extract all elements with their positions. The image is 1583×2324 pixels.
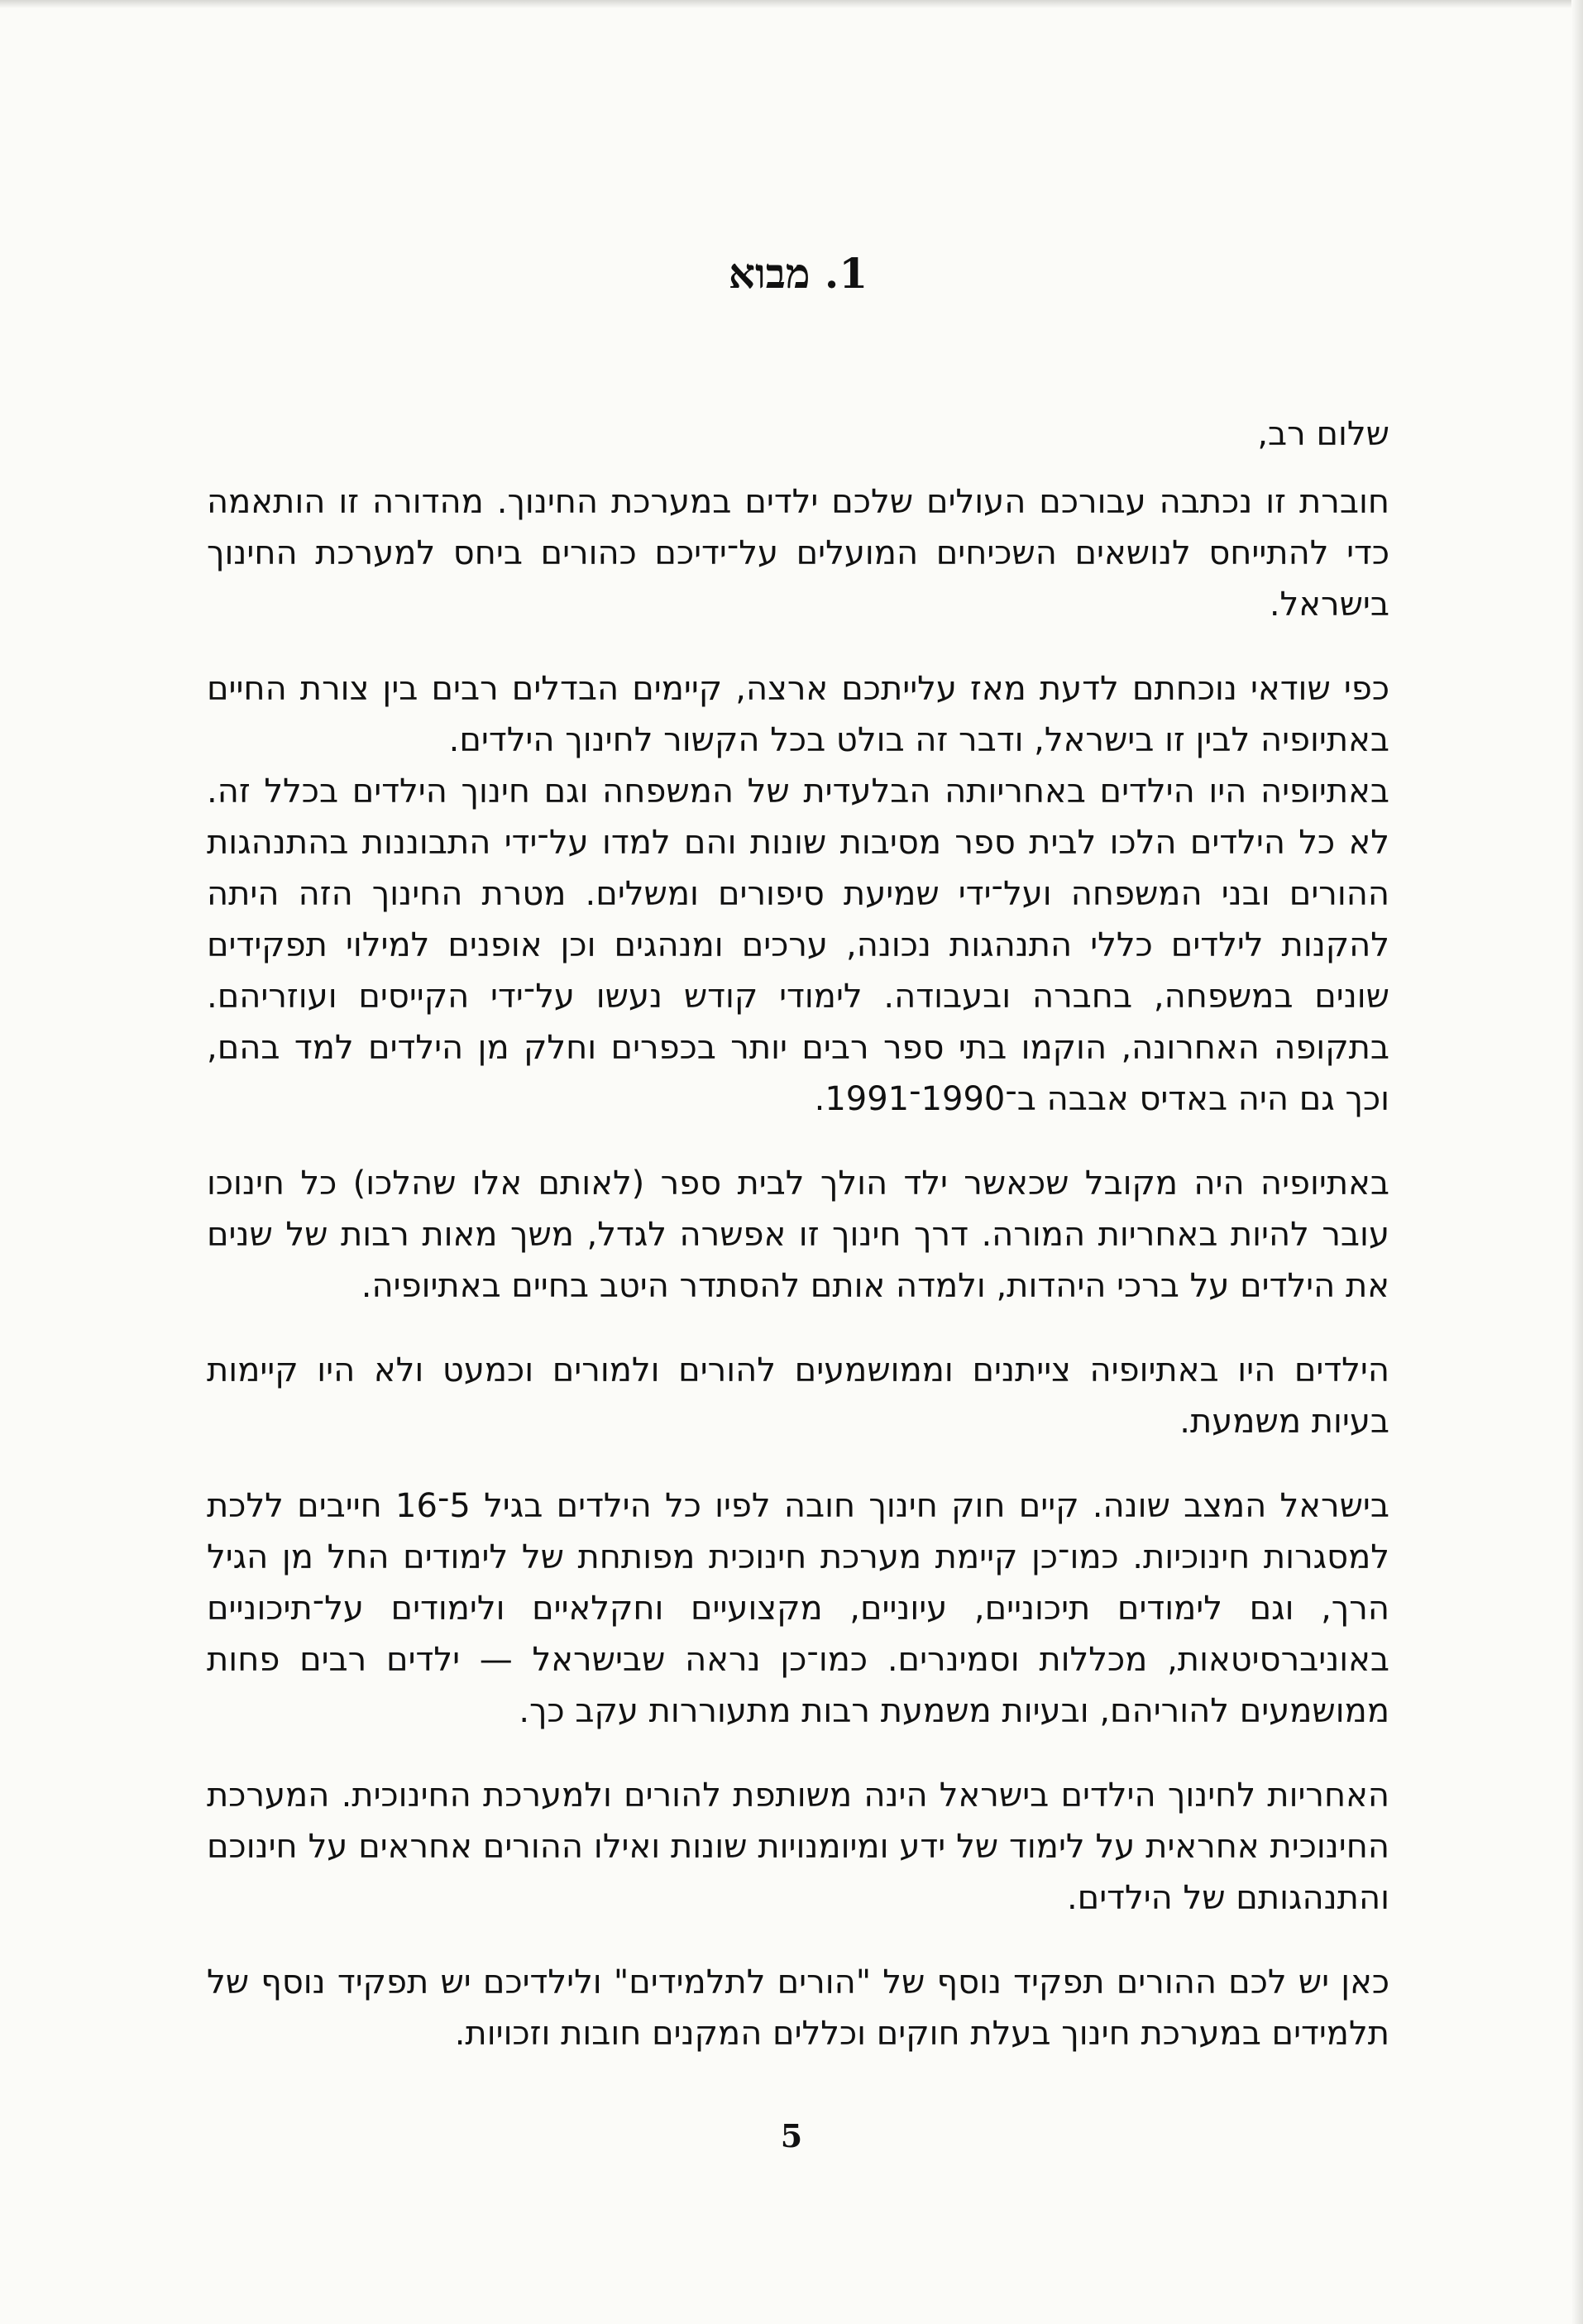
page-number: 5	[780, 2117, 803, 2154]
paragraph-4: באתיופיה היה מקובל שכאשר ילד הולך לבית ספר (לאותם אלו שהלכו) כל חינוכו עובר להיות באחריות המורה. דרך חינוך זו אפשרה לגדל, משך מאות רבות של שנים את הילדים על ברכי היהדות, ולמדה אותם להסתדר היטב בחיים באתיופיה.	[207, 1164, 1389, 1305]
page-edge-right	[1571, 0, 1583, 2324]
page-title: 1. מבוא	[728, 249, 868, 298]
document-page	[207, 245, 1389, 2092]
paragraph-6: בישראל המצב שונה. קיים חוק חינוך חובה לפיו כל הילדים בגיל 5־16 חייבים ללכת למסגרות חינוכיות. כמו־כן קיימת מערכת חינוכית מפותחת של לימודים החל מן הגיל הרך, וגם לימודים תיכוניים, עיוניים, מקצועיים וחקלאיים ולימודים על־תיכוניים באוניברסיטאות, מכללות וסמינרים. כמו־כן נראה שבישראל — ילדים רבים פחות ממושמעים להוריהם, ובעיות משמעת רבות מתעוררות עקב כך.	[207, 1487, 1389, 1730]
page-edge-top	[0, 0, 1583, 8]
paragraph-5: הילדים היו באתיופיה צייתנים וממושמעים להורים ולמורים וכמעט ולא היו קיימות בעיות משמעת.	[207, 1351, 1389, 1441]
paragraph-1: חוברת זו נכתבה עבורכם העולים שלכם ילדים במערכת החינוך. מהדורה זו הותאמה כדי להתייחס לנושאים השכיחים המועלים על־ידיכם כהורים ביחס למערכת החינוך בישראל.	[207, 483, 1389, 624]
greeting: שלום רב,	[1257, 415, 1389, 453]
paragraph-2: כפי שודאי נוכחתם לדעת מאז עלייתכם ארצה, קיימים הבדלים רבים בין צורת החיים באתיופיה לבין זו בישראל, ודבר זה בולט בכל הקשור לחינוך הילדים.	[207, 670, 1389, 759]
paragraph-8: כאן יש לכם ההורים תפקיד נוסף של "הורים לתלמידים" ולילדיכם יש תפקיד נוסף של תלמידים במערכת חינוך בעלת חוקים וכללים המקנים חובות וזכויות.	[207, 1963, 1389, 2053]
paragraph-3: באתיופיה היו הילדים באחריותה הבלעדית של המשפחה וגם חינוך הילדים בכלל זה. לא כל הילדים הלכו לבית ספר מסיבות שונות והם למדו על־ידי התבוננות בהתנהגות ההורים ובני המשפחה ועל־ידי שמיעת סיפורים ומשלים. מטרת החינוך הזה היתה להקנות לילדים כללי התנהגות נכונה, ערכים ומנהגים וכן אופנים למילוי תפקידים שונים במשפחה, בחברה ובעבודה. לימודי קודש נעשו על־ידי הקייסים ועוזריהם. בתקופה האחרונה, הוקמו בתי ספר רבים יותר בכפרים וחלק מן הילדים למד בהם, וכך גם היה באדיס אבבה ב־1990־1991.	[207, 772, 1389, 1118]
paragraph-7: האחריות לחינוך הילדים בישראל הינה משותפת להורים ולמערכת החינוכית. המערכת החינוכית אחראית על לימוד של ידע ומיומנויות שונות ואילו ההורים אחראים על חינוכם והתנהגותם של הילדים.	[207, 1776, 1389, 1917]
